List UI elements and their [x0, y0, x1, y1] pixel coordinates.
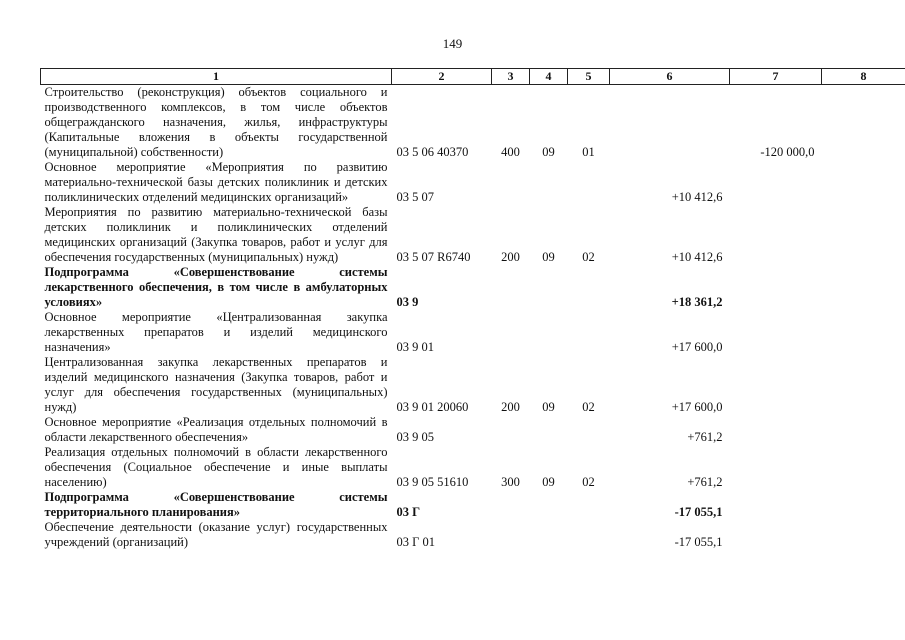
row-description: Мероприятия по развитию материально-технической базы детских поликлиник и поликлинических отделений медицинских организаций (Закупка товаров, работ и услуг для обеспечения государственных (муниципальных) нужд) — [44, 205, 388, 264]
row-description: Подпрограмма «Совершенствование системы территориального планирования» — [44, 490, 388, 519]
amount-col6: +17 600,0 — [671, 400, 723, 414]
header-row — [41, 69, 905, 85]
row-description: Реализация отдельных полномочий в области лекарственного обеспечения (Социальное обеспечение и иные выплаты населению) — [44, 445, 388, 489]
row-description: Строительство (реконструкция) объектов социального и производственного комплексов, в том числе объектов общегражданского назначения, жилья, инфраструктуры (Капитальные вложения в объекты государственной (муниципальной) собственности) — [44, 85, 388, 159]
subsection — [568, 415, 610, 445]
page-number: 149 — [442, 36, 463, 51]
amount-col7 — [730, 160, 822, 205]
amount-col6: +10 412,6 — [671, 250, 723, 264]
amount-col8 — [822, 310, 905, 355]
budget-table — [40, 68, 905, 550]
table-row — [41, 265, 905, 310]
expense-type: 400 — [501, 145, 520, 159]
section — [530, 415, 568, 445]
amount-col6 — [610, 85, 730, 161]
section: 09 — [542, 400, 555, 414]
subsection — [568, 520, 610, 550]
row-description: Обеспечение деятельности (оказание услуг) государственных учреждений (организаций) — [44, 520, 388, 549]
amount-col8 — [822, 490, 905, 520]
expense-type — [492, 490, 530, 520]
table-row — [41, 490, 905, 520]
amount-col8 — [822, 355, 905, 415]
section — [530, 310, 568, 355]
amount-col6: +761,2 — [687, 430, 723, 444]
header-cell: 2 — [392, 69, 492, 85]
subsection — [568, 160, 610, 205]
amount-col7 — [730, 355, 822, 415]
amount-col7 — [730, 205, 822, 265]
table-row — [41, 85, 905, 161]
table-row — [41, 415, 905, 445]
budget-code: 03 Г 01 — [396, 535, 435, 549]
table-row — [41, 160, 905, 205]
amount-col8 — [822, 415, 905, 445]
section — [530, 520, 568, 550]
row-description: Основное мероприятие «Реализация отдельных полномочий в области лекарственного обеспечения» — [44, 415, 388, 444]
expense-type — [492, 310, 530, 355]
amount-col6: +10 412,6 — [671, 190, 723, 204]
table-row — [41, 310, 905, 355]
subsection — [568, 310, 610, 355]
row-description: Основное мероприятие «Централизованная закупка лекарственных препаратов и изделий медицинского назначения» — [44, 310, 388, 354]
subsection — [568, 490, 610, 520]
row-description: Подпрограмма «Совершенствование системы лекарственного обеспечения, в том числе в амбулаторных условиях» — [44, 265, 388, 309]
amount-col8 — [822, 205, 905, 265]
expense-type — [492, 160, 530, 205]
table-row — [41, 445, 905, 490]
table-row — [41, 355, 905, 415]
amount-col7 — [730, 445, 822, 490]
section — [530, 490, 568, 520]
budget-code: 03 5 07 R6740 — [396, 250, 471, 264]
subsection — [568, 265, 610, 310]
subsection: 02 — [582, 475, 595, 489]
header-cell: 4 — [530, 69, 568, 85]
amount-col7 — [730, 490, 822, 520]
amount-col6: +18 361,2 — [671, 295, 723, 309]
table-row — [41, 520, 905, 550]
budget-code: 03 Г — [396, 505, 421, 519]
expense-type — [492, 415, 530, 445]
header-cell: 6 — [610, 69, 730, 85]
section: 09 — [542, 475, 555, 489]
section — [530, 160, 568, 205]
row-description: Централизованная закупка лекарственных препаратов и изделий медицинского назначения (Закупка товаров, работ и услуг для обеспечения государственных (муниципальных) нужд) — [44, 355, 388, 414]
row-description: Основное мероприятие «Мероприятия по развитию материально-технической базы детских поликлиник и детских поликлинических отделений медицинских организаций» — [44, 160, 388, 204]
amount-col8 — [822, 265, 905, 310]
amount-col8 — [822, 160, 905, 205]
header-cell: 5 — [568, 69, 610, 85]
header-cell: 7 — [730, 69, 822, 85]
amount-col7 — [730, 310, 822, 355]
budget-code: 03 9 01 20060 — [396, 400, 469, 414]
table-row — [41, 205, 905, 265]
subsection: 01 — [582, 145, 595, 159]
amount-col7 — [730, 415, 822, 445]
amount-col6: -17 055,1 — [674, 535, 723, 549]
header-cell: 3 — [492, 69, 530, 85]
expense-type: 300 — [501, 475, 520, 489]
amount-col7: -120 000,0 — [760, 145, 815, 159]
expense-type — [492, 265, 530, 310]
amount-col6: -17 055,1 — [674, 505, 723, 519]
budget-code: 03 5 06 40370 — [396, 145, 469, 159]
amount-col8 — [822, 520, 905, 550]
amount-col7 — [730, 520, 822, 550]
subsection: 02 — [582, 250, 595, 264]
amount-col7 — [730, 265, 822, 310]
budget-code: 03 5 07 — [396, 190, 434, 204]
budget-code: 03 9 05 — [396, 430, 434, 444]
expense-type: 200 — [501, 400, 520, 414]
expense-type: 200 — [501, 250, 520, 264]
section — [530, 265, 568, 310]
section: 09 — [542, 145, 555, 159]
header-cell: 1 — [41, 69, 392, 85]
budget-code: 03 9 05 51610 — [396, 475, 469, 489]
expense-type — [492, 520, 530, 550]
amount-col8 — [822, 85, 905, 161]
amount-col6: +17 600,0 — [671, 340, 723, 354]
budget-code: 03 9 01 — [396, 340, 434, 354]
budget-code: 03 9 — [396, 295, 419, 309]
amount-col8 — [822, 445, 905, 490]
amount-col6: +761,2 — [687, 475, 723, 489]
header-cell: 8 — [822, 69, 905, 85]
subsection: 02 — [582, 400, 595, 414]
section: 09 — [542, 250, 555, 264]
